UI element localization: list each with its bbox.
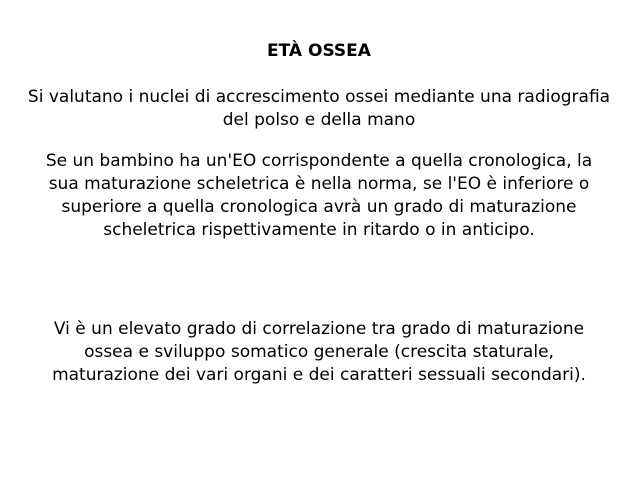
paragraph-interpretation: Se un bambino ha un'EO corrispondente a quella cronologica, la sua maturazione scheletrica è nella norma, se l'EO è inferiore o superiore a quella cronologica avrà un grado di maturazione scheletrica rispettivamente in ritardo o in anticipo.: [45, 151, 593, 240]
paragraph-method: Si valutano i nuclei di accrescimento ossei mediante una radiografia del polso e della mano: [27, 87, 611, 130]
slide-title: ETÀ OSSEA: [267, 41, 371, 61]
paragraph-correlation: Vi è un elevato grado di correlazione tra grado di maturazione ossea e sviluppo somatico generale (crescita staturale, maturazione dei vari organi e dei caratteri sessuali secondari).: [52, 319, 586, 385]
